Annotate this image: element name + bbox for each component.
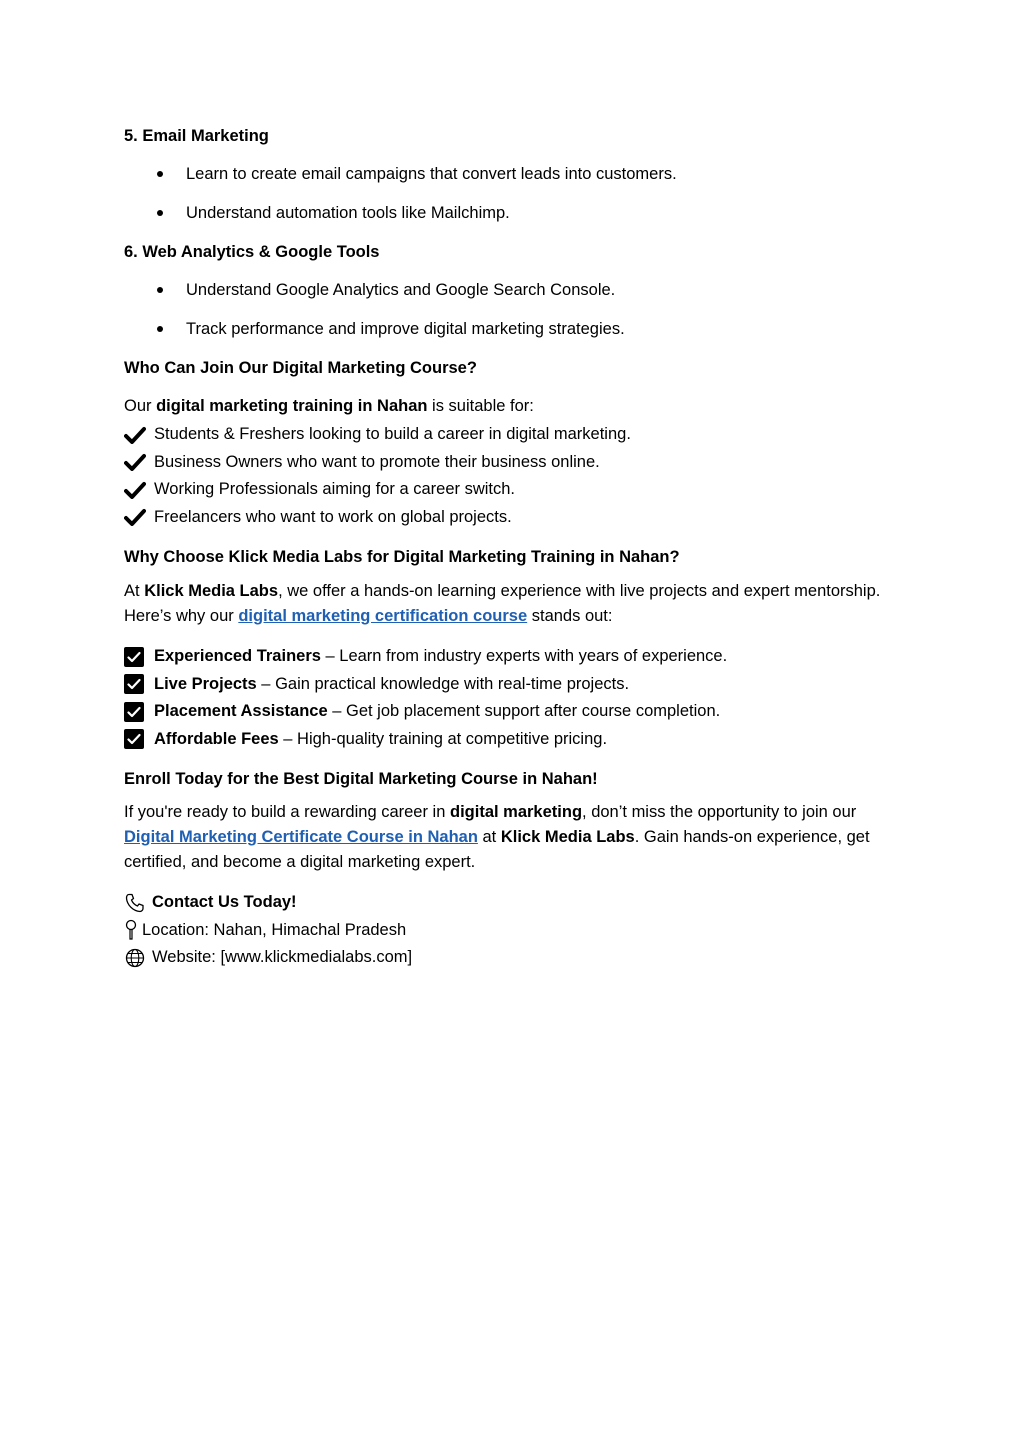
check-mark-icon	[124, 479, 146, 501]
checkbox-check-icon	[124, 674, 144, 694]
contact-title: Contact Us Today!	[152, 893, 297, 911]
section-heading-enroll: Enroll Today for the Best Digital Marketing Course in Nahan!	[124, 770, 598, 788]
why-paragraph: At Klick Media Labs, we offer a hands-on learning experience with live projects and expert mentorship. Here’s why our digital marketing certification course stands out:	[124, 582, 881, 625]
web-analytics-list	[124, 274, 884, 352]
phone-icon	[124, 892, 146, 914]
bullet-icon	[157, 171, 163, 177]
contact-website[interactable]: Website: [www.klickmedialabs.com]	[152, 948, 413, 966]
checkbox-check-icon	[124, 702, 144, 722]
list-item: Freelancers who want to work on global projects.	[124, 504, 884, 532]
document-page	[124, 120, 884, 972]
list-item: Track performance and improve digital marketing strategies.	[124, 313, 884, 352]
section-heading-why-choose: Why Choose Klick Media Labs for Digital Marketing Training in Nahan?	[124, 548, 680, 566]
who-intro: Our digital marketing training in Nahan is suitable for:	[124, 397, 534, 415]
checkbox-check-icon	[124, 647, 144, 667]
list-item: Working Professionals aiming for a career switch.	[124, 476, 884, 504]
list-item: Students & Freshers looking to build a career in digital marketing.	[124, 421, 884, 449]
list-item: Placement Assistance – Get job placement support after course completion.	[124, 698, 884, 726]
enroll-paragraph: If you're ready to build a rewarding career in digital marketing, don’t miss the opportunity to join our Digital Marketing Certificate Course in Nahan at Klick Media Labs. Gain hands-on experience, get certified, and become a digital marketing expert.	[124, 803, 870, 871]
list-item: Understand automation tools like Mailchimp.	[124, 197, 884, 236]
list-item: Live Projects – Gain practical knowledge with real-time projects.	[124, 671, 884, 699]
certification-course-link[interactable]: digital marketing certification course	[238, 607, 528, 625]
bullet-icon	[157, 210, 163, 216]
contact-block	[124, 889, 884, 972]
certificate-course-link[interactable]: Digital Marketing Certificate Course in Nahan	[124, 828, 478, 846]
section-heading-web-analytics: 6. Web Analytics & Google Tools	[124, 243, 380, 261]
contact-title-row	[124, 889, 884, 917]
why-list	[124, 643, 884, 753]
who-list	[124, 421, 884, 531]
list-item: Business Owners who want to promote their business online.	[124, 449, 884, 477]
section-heading-email-marketing: 5. Email Marketing	[124, 127, 269, 145]
bullet-icon	[157, 326, 163, 332]
contact-location: Location: Nahan, Himachal Pradesh	[142, 920, 407, 939]
check-mark-icon	[124, 506, 146, 528]
list-item: Learn to create email campaigns that convert leads into customers.	[124, 158, 884, 197]
pin-icon	[124, 919, 138, 941]
section-heading-who-can-join: Who Can Join Our Digital Marketing Course?	[124, 359, 477, 377]
globe-icon	[124, 947, 146, 969]
checkbox-check-icon	[124, 729, 144, 749]
email-marketing-list	[124, 158, 884, 236]
contact-location-row	[124, 917, 884, 945]
contact-website-row	[124, 944, 884, 972]
list-item: Affordable Fees – High-quality training at competitive pricing.	[124, 726, 884, 754]
list-item: Understand Google Analytics and Google Search Console.	[124, 274, 884, 313]
check-mark-icon	[124, 424, 146, 446]
list-item: Experienced Trainers – Learn from industry experts with years of experience.	[124, 643, 884, 671]
check-mark-icon	[124, 451, 146, 473]
bullet-icon	[157, 287, 163, 293]
